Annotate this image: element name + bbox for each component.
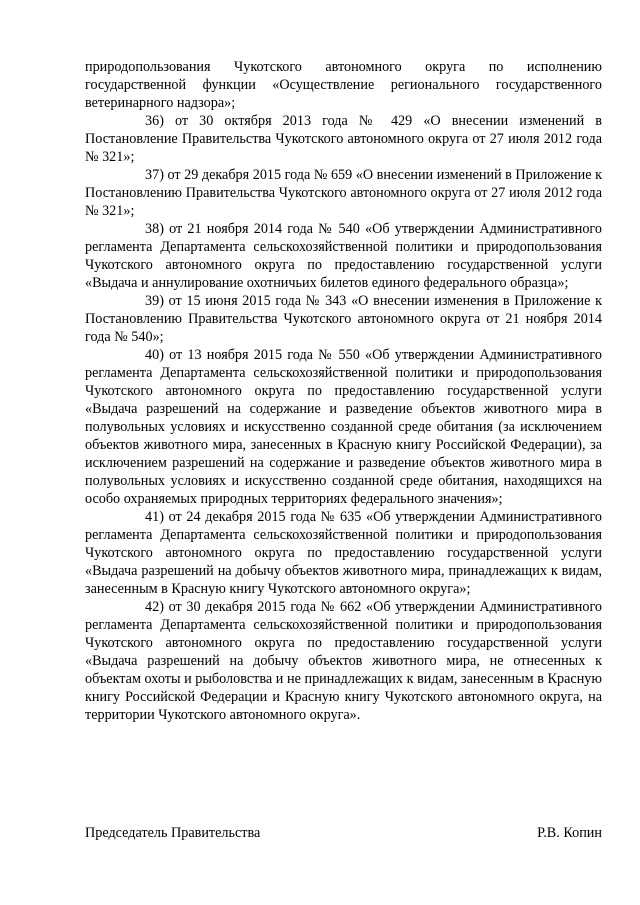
paragraph-40: 40) от 13 ноября 2015 года № 550 «Об утверждении Административного регламента Департамента сельскохозяйственной политики и природопользования Чукотского автономного округа по предоставлению государственной услуги «Выдача разрешений на содержание и разведение объектов животного мира в полувольных условиях и искусственно созданной среде обитания (за исключением объектов животного мира, занесенных в Красную книгу Российской Федерации), за исключением разрешений на содержание и разведение объектов животного мира в полувольных условиях и искусственно созданной среде обитания, находящихся на особо охраняемых природных территориях федерального значения»; [85, 347, 602, 507]
paragraph-42: 42) от 30 декабря 2015 года № 662 «Об утверждении Административного регламента Департамента сельскохозяйственной политики и природопользования Чукотского автономного округа по предоставлению государственной услуги «Выдача разрешений на добычу объектов животного мира, не отнесенных к объектам охоты и рыболовства и не принадлежащих к видам, занесенным в Красную книгу Российской Федерации и Красную книгу Чукотского автономного округа, на территории Чукотского автономного округа». [85, 599, 602, 723]
paragraph-35-continuation: природопользования Чукотского автономного округа по исполнению государственной функции «Осуществление регионального государственного ветеринарного надзора»; [85, 59, 602, 111]
signatory-position: Председатель Правительства [85, 825, 261, 841]
signature-block [85, 824, 602, 842]
paragraph-37: 37) от 29 декабря 2015 года № 659 «О внесении изменений в Приложение к Постановлению Правительства Чукотского автономного округа от 27 июля 2012 года № 321»; [85, 167, 603, 219]
paragraph-36: 36) от 30 октября 2013 года № 429 «О внесении изменений в Постановление Правительства Чукотского автономного округа от 27 июля 2012 года № 321»; [85, 113, 602, 165]
paragraph-39: 39) от 15 июня 2015 года № 343 «О внесении изменения в Приложение к Постановлению Правительства Чукотского автономного округа от 21 ноября 2014 года № 540»; [85, 293, 602, 345]
paragraph-38: 38) от 21 ноября 2014 года № 540 «Об утверждении Административного регламента Департамента сельскохозяйственной политики и природопользования Чукотского автономного округа по предоставлению государственной услуги «Выдача и аннулирование охотничьих билетов единого федерального образца»; [85, 221, 602, 291]
paragraph-41: 41) от 24 декабря 2015 года № 635 «Об утверждении Административного регламента Департамента сельскохозяйственной политики и природопользования Чукотского автономного округа по предоставлению государственной услуги «Выдача разрешений на добычу объектов животного мира, принадлежащих к видам, занесенным в Красную книгу Чукотского автономного округа»; [85, 509, 602, 597]
document-body [85, 58, 602, 724]
signatory-name: Р.В. Копин [537, 825, 602, 841]
